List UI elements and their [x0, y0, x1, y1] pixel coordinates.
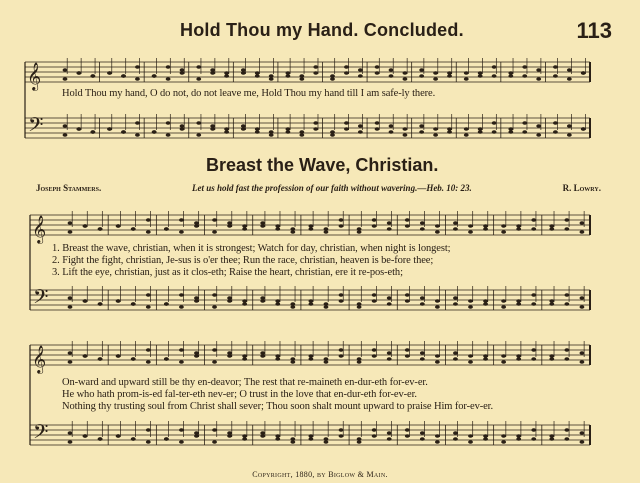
verse-line-1: 1. Breast the wave, christian, when it is strongest; Watch for day, christian, when night is longest; [52, 243, 451, 254]
hymn2-treble-staff-b [30, 341, 590, 365]
hymn1-treble-staff [25, 58, 590, 82]
verse-line-3: 3. Lift the eye, christian, just as it clos-eth; Raise the heart, christian, ere it re-pos-eth; [52, 267, 403, 278]
treble-clef-icon: 𝄞 [27, 62, 42, 90]
hymn2-title: Breast the Wave, Christian. [206, 155, 439, 175]
hymn2-epigraph: Let us hold fast the profession of our faith without wavering.—Heb. 10: 23. [192, 183, 472, 193]
verse-line-2: 2. Fight the fight, christian, Je-sus is o'er thee; Run the race, christian, heaven is be-fore thee; [52, 255, 434, 266]
refrain-line-3: Nothing thy trusting soul from Christ shall sever; Thou soon shalt mount upward to praise Him for-ev-er. [62, 401, 494, 412]
bass-clef-icon: 𝄢 [33, 285, 49, 313]
hymn1-lyric-line: Hold Thou my hand, O do not, do not leave me, Hold Thou my hand till I am safe-ly there. [62, 88, 436, 99]
hymn2-composer: R. Lowry. [562, 183, 601, 193]
hymn2-treble-staff-a [30, 211, 590, 235]
page-number: 113 [576, 18, 612, 43]
treble-clef-icon: 𝄞 [32, 215, 47, 243]
copyright-notice: Copyright, 1880, by Biglow & Main. [252, 470, 388, 479]
hymn2-credits [36, 183, 601, 193]
hymn1-bass-staff [25, 114, 590, 138]
bass-clef-icon: 𝄢 [33, 420, 49, 448]
page-title: Hold Thou my Hand. Concluded. [180, 20, 464, 40]
hymn2-bass-staff-a [30, 286, 590, 310]
refrain-line-2: He who hath prom-is-ed fal-ter-eth nev-er; O trust in the love that en-dur-eth for-ev-er. [62, 389, 417, 400]
refrain-line-1: On-ward and upward still be thy en-deavor; The rest that re-maineth en-dur-eth for-ev-er. [62, 377, 428, 388]
bass-clef-icon: 𝄢 [28, 113, 44, 141]
hymn2-author: Joseph Stammers. [36, 183, 102, 193]
treble-clef-icon: 𝄞 [32, 345, 47, 373]
hymn2-bass-staff-b [30, 421, 590, 445]
